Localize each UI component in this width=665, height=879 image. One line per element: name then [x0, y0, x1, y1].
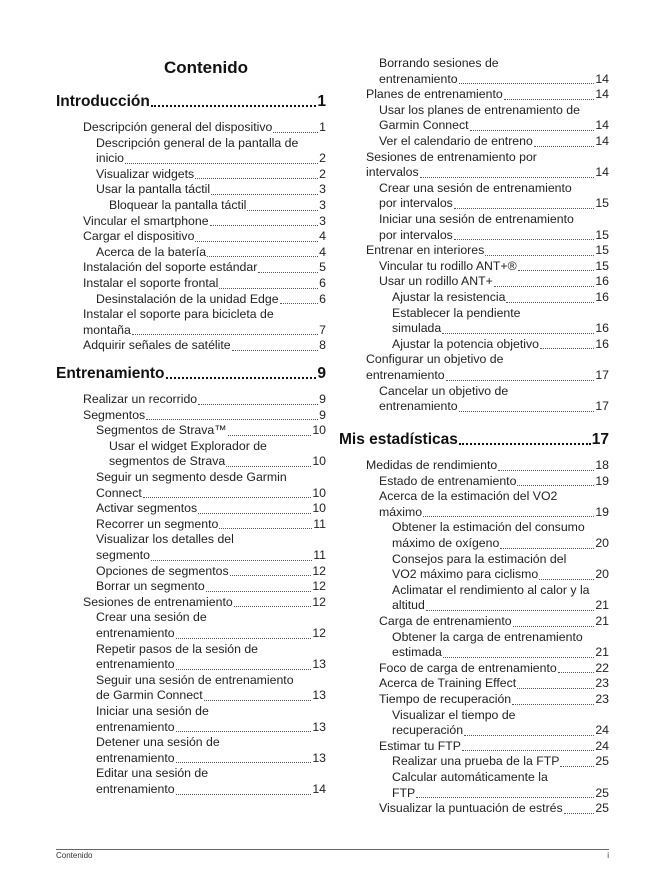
toc-entry-title: Realizar un recorrido: [83, 392, 198, 406]
toc-entry[interactable]: [366, 243, 609, 259]
toc-entry-title: segmento: [96, 547, 151, 562]
toc-entry-title: Instalar el soporte frontal: [83, 276, 219, 290]
toc-page-number: 10: [312, 423, 326, 438]
toc-page-number: 12: [312, 579, 326, 594]
dot-leader: [518, 269, 595, 271]
toc-page-number: 24: [595, 738, 609, 753]
toc-entry-title: Foco de carga de entrenamiento: [379, 660, 557, 675]
toc-entry[interactable]: [83, 260, 326, 276]
toc-entry[interactable]: [96, 517, 326, 533]
toc-entry-title: Crear una sesión de: [96, 610, 207, 625]
toc-entry[interactable]: [83, 276, 326, 292]
toc-entry-title: intervalos: [366, 165, 419, 180]
toc-entry-title: Entrenar en interiores: [366, 243, 485, 258]
toc-entry-title: entrenamiento: [96, 719, 175, 734]
toc-entry-title: Instalación del soporte estándar: [83, 260, 258, 275]
footer-section-label: Contenido: [56, 851, 93, 860]
toc-entry[interactable]: [392, 337, 609, 353]
dot-leader: [258, 271, 318, 273]
toc-entry[interactable]: [96, 673, 326, 704]
toc-page-number: 3: [319, 198, 326, 212]
toc-entry-title: Sesiones de entrenamiento por: [366, 149, 537, 164]
dot-leader: [443, 656, 594, 658]
dot-leader: [166, 376, 317, 379]
toc-entry[interactable]: [83, 338, 326, 354]
dot-leader: [195, 240, 318, 242]
toc-page-number: 3: [319, 182, 326, 197]
dot-leader: [228, 434, 312, 436]
page-title: Contenido: [163, 58, 249, 77]
toc-entry-title: entrenamiento: [96, 657, 175, 672]
toc-entry-title: Sesiones de entrenamiento: [83, 594, 233, 609]
dot-leader: [146, 418, 318, 420]
dot-leader: [442, 332, 594, 334]
toc-entry[interactable]: [83, 408, 326, 424]
toc-entry-title: entrenamiento: [96, 625, 175, 640]
toc-entry-title: Usar el widget Explorador de: [109, 438, 267, 453]
toc-page-number: 23: [595, 676, 609, 691]
toc-page-number: 11: [313, 547, 326, 562]
dot-leader: [459, 410, 595, 412]
dot-leader: [459, 82, 595, 84]
toc-entry[interactable]: [83, 307, 326, 338]
toc-section-heading[interactable]: [339, 430, 609, 449]
toc-entry-title: Repetir pasos de la sesión de: [96, 641, 259, 656]
dot-leader: [504, 98, 595, 100]
toc-entry[interactable]: [379, 739, 609, 755]
toc-entry[interactable]: [96, 735, 326, 766]
dot-leader: [273, 131, 318, 133]
toc-page-number: 4: [319, 244, 326, 259]
toc-page-number: 20: [595, 567, 609, 582]
toc-page-number: 14: [312, 781, 326, 796]
dot-leader: [446, 379, 595, 381]
toc-section-heading[interactable]: [56, 364, 326, 383]
toc-entry[interactable]: [96, 167, 326, 183]
toc-entry-title: entrenamiento: [366, 367, 445, 382]
footer-page-number: i: [607, 851, 609, 860]
toc-page-number: 19: [595, 473, 609, 488]
toc-entry[interactable]: [392, 770, 609, 801]
toc-page-number: 17: [591, 431, 609, 448]
toc-entry-title: Editar una sesión de: [96, 766, 209, 781]
dot-leader: [232, 349, 319, 351]
dot-leader: [219, 287, 318, 289]
toc-page-number: 15: [595, 258, 609, 273]
dot-leader: [513, 625, 595, 627]
toc-entry-title: Usar la pantalla táctil: [96, 182, 211, 197]
toc-entry[interactable]: [379, 614, 609, 630]
toc-entry[interactable]: [366, 352, 609, 383]
toc-page-number: 10: [312, 454, 326, 469]
toc-entry-title: Borrar un segmento: [96, 579, 205, 594]
toc-entry-title: Descripción general de la pantalla de: [96, 135, 299, 150]
toc-entry-title: de Garmin Connect: [96, 688, 203, 703]
toc-page-number: 14: [595, 71, 609, 86]
toc-entry-title: Acerca de Training Effect: [379, 676, 517, 691]
toc-entry[interactable]: [96, 423, 326, 439]
toc-entry[interactable]: [379, 259, 609, 275]
toc-section-heading[interactable]: [56, 92, 326, 111]
toc-entry[interactable]: [392, 708, 609, 739]
toc-entry-title: Planes de entrenamiento: [366, 87, 503, 102]
dot-leader: [517, 687, 594, 689]
toc-entry-title: altitud: [392, 598, 425, 613]
toc-page-number: 21: [595, 614, 609, 628]
dot-leader: [416, 796, 594, 798]
toc-page-number: 15: [595, 196, 609, 211]
dot-leader: [498, 469, 594, 471]
toc-entry[interactable]: [379, 103, 609, 134]
toc-entry-title: Obtener la carga de entrenamiento: [392, 629, 583, 644]
toc-entry[interactable]: [96, 564, 326, 580]
toc-entry[interactable]: [379, 676, 609, 692]
toc-entry-title: Ajustar la resistencia: [392, 290, 506, 304]
dot-leader: [500, 547, 594, 549]
dot-leader: [198, 403, 318, 405]
toc-page-number: 25: [595, 801, 609, 816]
toc-entry-title: Realizar una prueba de la FTP: [392, 754, 560, 769]
toc-entry[interactable]: [366, 150, 609, 181]
toc-page-number: 2: [319, 166, 326, 181]
toc-entry[interactable]: [96, 532, 326, 563]
dot-leader: [198, 512, 311, 514]
toc-page-number: 12: [312, 625, 326, 640]
dot-leader: [226, 465, 311, 467]
toc-page-number: 18: [595, 458, 609, 472]
toc-page-number: 20: [595, 535, 609, 550]
toc-page-number: 23: [595, 692, 609, 706]
dot-leader: [420, 176, 595, 178]
dot-leader: [247, 209, 318, 211]
toc-page-number: 11: [313, 516, 326, 531]
dot-leader: [534, 145, 594, 147]
dot-leader: [234, 605, 312, 607]
toc-entry[interactable]: [379, 181, 609, 212]
toc-entry[interactable]: [392, 306, 609, 337]
dot-leader: [143, 496, 312, 498]
toc-entry-title: Configurar un objetivo de: [366, 352, 504, 367]
toc-entry-title: Obtener la estimación del consumo: [392, 520, 585, 535]
toc-entry-title: estimada: [392, 645, 442, 660]
dot-leader: [540, 347, 594, 349]
toc-entry-title: VO2 máximo para ciclismo: [392, 567, 539, 582]
toc-entry-title: montaña: [83, 322, 131, 337]
toc-page-number: 12: [312, 594, 326, 609]
toc-entry[interactable]: [379, 489, 609, 520]
toc-entry-title: Carga de entrenamiento: [379, 614, 512, 628]
toc-page-number: 13: [312, 688, 326, 703]
toc-page-number: 1: [317, 93, 326, 110]
toc-entry-title: Estimar tu FTP: [379, 738, 461, 753]
toc-page-number: 9: [319, 407, 326, 422]
dot-leader: [462, 749, 594, 751]
toc-page-number: 19: [595, 504, 609, 519]
dot-leader: [151, 559, 312, 561]
toc-entry[interactable]: [379, 801, 609, 817]
toc-page-number: 21: [595, 645, 609, 660]
dot-leader: [176, 730, 312, 732]
dot-leader: [219, 527, 312, 529]
toc-entry-title: Descripción general del dispositivo: [83, 120, 273, 134]
toc-entry-title: entrenamiento: [379, 399, 458, 414]
toc-entry[interactable]: [96, 292, 326, 308]
toc-entry-title: Recorrer un segmento: [96, 516, 219, 531]
toc-entry[interactable]: [96, 704, 326, 735]
toc-entry-title: Vincular el smartphone: [83, 213, 209, 228]
toc-entry-title: Desinstalación de la unidad Edge: [96, 291, 279, 306]
dot-leader: [176, 637, 312, 639]
toc-entry-title: Introducción: [56, 93, 150, 110]
toc-entry-title: Tiempo de recuperación: [379, 692, 512, 706]
toc-entry[interactable]: [379, 661, 609, 677]
toc-entry-title: Seguir un segmento desde Garmin: [96, 470, 287, 484]
toc-entry[interactable]: [392, 754, 609, 770]
toc-entry[interactable]: [83, 392, 326, 408]
toc-page-number: 17: [595, 367, 609, 382]
toc-entry[interactable]: [96, 766, 326, 797]
toc-entry[interactable]: [96, 470, 326, 501]
toc-entry[interactable]: [96, 182, 326, 198]
toc-entry[interactable]: [96, 136, 326, 167]
dot-leader: [454, 207, 594, 209]
toc-entry-title: Visualizar los detalles del: [96, 532, 234, 547]
dot-leader: [464, 734, 594, 736]
toc-entry-title: Visualizar el tiempo de: [392, 707, 516, 722]
dot-leader: [195, 177, 318, 179]
toc-page-number: 1: [319, 120, 326, 134]
toc-entry[interactable]: [96, 610, 326, 641]
toc-entry-title: Activar segmentos: [96, 501, 198, 516]
dot-leader: [206, 590, 312, 592]
toc-entry[interactable]: [96, 501, 326, 517]
toc-entry[interactable]: [392, 290, 609, 306]
toc-entry-title: Cargar el dispositivo: [83, 229, 195, 244]
toc-entry-title: Borrando sesiones de: [379, 56, 499, 70]
toc-page-number: 13: [312, 719, 326, 734]
dot-leader: [132, 333, 318, 335]
toc-page-number: 16: [595, 274, 609, 289]
dot-leader: [506, 301, 594, 303]
toc-entry[interactable]: [366, 87, 609, 103]
toc-entry-title: Segmentos: [83, 407, 146, 422]
toc-page-number: 16: [595, 336, 609, 351]
toc-entry-title: Consejos para la estimación del: [392, 551, 567, 566]
toc-page-number: 4: [319, 229, 326, 244]
dot-leader: [151, 104, 317, 107]
dot-leader: [204, 699, 312, 701]
toc-page-number: 15: [595, 227, 609, 242]
toc-page-number: 13: [312, 750, 326, 765]
toc-page-number: 25: [595, 754, 609, 769]
toc-entry-title: Adquirir señales de satélite: [83, 338, 231, 353]
toc-entry[interactable]: [109, 439, 326, 470]
dot-leader: [485, 254, 594, 256]
dot-leader: [176, 761, 312, 763]
toc-entry[interactable]: [109, 198, 326, 214]
toc-page-number: 16: [595, 290, 609, 304]
toc-page-number: 22: [595, 660, 609, 675]
toc-entry[interactable]: [379, 56, 609, 87]
toc-page-number: 14: [595, 118, 609, 133]
toc-page-number: 2: [319, 151, 326, 166]
dot-leader: [558, 671, 595, 673]
dot-leader: [210, 224, 319, 226]
toc-page-number: 5: [319, 260, 326, 275]
toc-page-number: 10: [312, 501, 326, 516]
dot-leader: [539, 578, 594, 580]
dot-leader: [426, 609, 594, 611]
toc-entry-title: Entrenamiento: [56, 365, 165, 382]
toc-page-number: 14: [595, 134, 609, 148]
toc-entry-title: FTP: [392, 785, 416, 800]
toc-entry-title: Vincular tu rodillo ANT+®: [379, 258, 517, 273]
toc-entry-title: por intervalos: [379, 227, 453, 242]
toc-entry-title: Establecer la pendiente: [392, 305, 521, 320]
toc-page-number: 24: [595, 723, 609, 738]
toc-entry[interactable]: [83, 120, 326, 136]
toc-entry[interactable]: [379, 474, 609, 490]
toc-entry[interactable]: [83, 595, 326, 611]
toc-entry-title: Seguir una sesión de entrenamiento: [96, 672, 294, 687]
toc-page-number: 12: [312, 563, 326, 578]
toc-entry-title: Aclimatar el rendimiento al calor y la: [392, 582, 590, 597]
dot-leader: [230, 574, 312, 576]
toc-entry-title: Visualizar widgets: [96, 166, 195, 181]
toc-page-number: 17: [595, 399, 609, 414]
toc-entry[interactable]: [392, 630, 609, 661]
toc-entry-title: entrenamiento: [96, 750, 175, 765]
toc-page-number: 14: [595, 87, 609, 102]
toc-entry-title: Cancelar un objetivo de: [379, 383, 509, 398]
dot-leader: [423, 515, 594, 517]
dot-leader: [211, 193, 318, 195]
dot-leader: [512, 703, 594, 705]
dot-leader: [176, 668, 312, 670]
toc-page-number: 13: [312, 657, 326, 672]
dot-leader: [176, 793, 312, 795]
toc-entry[interactable]: [83, 214, 326, 230]
toc-page-number: 6: [319, 276, 326, 290]
toc-page-number: 16: [595, 321, 609, 336]
toc-page-number: 14: [595, 165, 609, 180]
toc-page-number: 9: [319, 392, 326, 406]
toc-entry[interactable]: [379, 384, 609, 415]
dot-leader: [517, 484, 594, 486]
toc-entry-title: Usar un rodillo ANT+: [379, 274, 493, 289]
toc-entry[interactable]: [366, 458, 609, 474]
toc-entry-title: recuperación: [392, 723, 464, 738]
toc-entry[interactable]: [392, 520, 609, 551]
toc-entry-title: Instalar el soporte para bicicleta de: [83, 307, 274, 322]
toc-page-number: 9: [317, 365, 326, 382]
toc-entry-title: máximo de oxígeno: [392, 535, 500, 550]
dot-leader: [564, 812, 595, 814]
toc-entry-title: inicio: [96, 151, 125, 166]
toc-entry[interactable]: [379, 212, 609, 243]
toc-entry-title: Acerca de la batería: [96, 244, 207, 259]
toc-entry[interactable]: [96, 579, 326, 595]
toc-page-number: 6: [319, 291, 326, 306]
toc-page-number: 7: [319, 322, 326, 337]
toc-entry-title: Visualizar la puntuación de estrés: [379, 801, 563, 816]
toc-entry-title: Detener una sesión de: [96, 735, 220, 750]
dot-leader: [280, 302, 319, 304]
toc-entry[interactable]: [96, 642, 326, 673]
toc-entry[interactable]: [392, 583, 609, 614]
toc-entry-title: Acerca de la estimación del VO2: [379, 489, 558, 504]
dot-leader: [560, 765, 594, 767]
toc-entry-title: Crear una sesión de entrenamiento: [379, 180, 572, 195]
toc-page-number: 10: [312, 485, 326, 500]
toc-entry[interactable]: [96, 245, 326, 261]
toc-entry-title: máximo: [379, 504, 423, 519]
toc-entry-title: por intervalos: [379, 196, 453, 211]
toc-page-number: 25: [595, 785, 609, 800]
toc-entry[interactable]: [379, 134, 609, 150]
dot-leader: [125, 162, 318, 164]
dot-leader: [494, 285, 595, 287]
toc-entry[interactable]: [379, 274, 609, 290]
toc-entry-title: Ajustar la potencia objetivo: [392, 336, 539, 351]
toc-entry-title: Garmin Connect: [379, 118, 469, 133]
toc-entry-title: Iniciar una sesión de entrenamiento: [379, 212, 574, 226]
toc-entry-title: Calcular automáticamente la: [392, 770, 548, 784]
dot-leader: [459, 442, 591, 445]
toc-entry-title: Iniciar una sesión de: [96, 704, 209, 718]
toc-entry-title: Connect: [96, 485, 142, 500]
toc-entry-title: Opciones de segmentos: [96, 563, 229, 578]
toc-page-number: 8: [319, 338, 326, 353]
footer-rule: [56, 849, 609, 850]
toc-page-number: 15: [595, 243, 609, 258]
toc-entry-title: Mis estadísticas: [339, 431, 458, 448]
toc-entry-title: Bloquear la pantalla táctil: [109, 198, 247, 212]
toc-entry-title: Ver el calendario de entreno: [379, 134, 533, 148]
toc-entry-title: Estado de entrenamiento: [379, 473, 517, 488]
toc-page-number: 3: [319, 213, 326, 228]
dot-leader: [454, 238, 594, 240]
toc-entry-title: simulada: [392, 321, 442, 336]
toc-page-number: 21: [595, 598, 609, 613]
dot-leader: [470, 129, 595, 131]
toc-entry[interactable]: [83, 229, 326, 245]
toc-entry-title: Medidas de rendimiento: [366, 458, 498, 472]
toc-entry-title: entrenamiento: [379, 71, 458, 86]
toc-entry[interactable]: [392, 552, 609, 583]
toc-entry-title: entrenamiento: [96, 781, 175, 796]
toc-entry-title: Segmentos de Strava™: [96, 423, 227, 438]
toc-entry-title: segmentos de Strava: [109, 454, 226, 469]
toc-entry-title: Usar los planes de entrenamiento de: [379, 102, 580, 117]
dot-leader: [207, 255, 318, 257]
toc-entry[interactable]: [379, 692, 609, 708]
